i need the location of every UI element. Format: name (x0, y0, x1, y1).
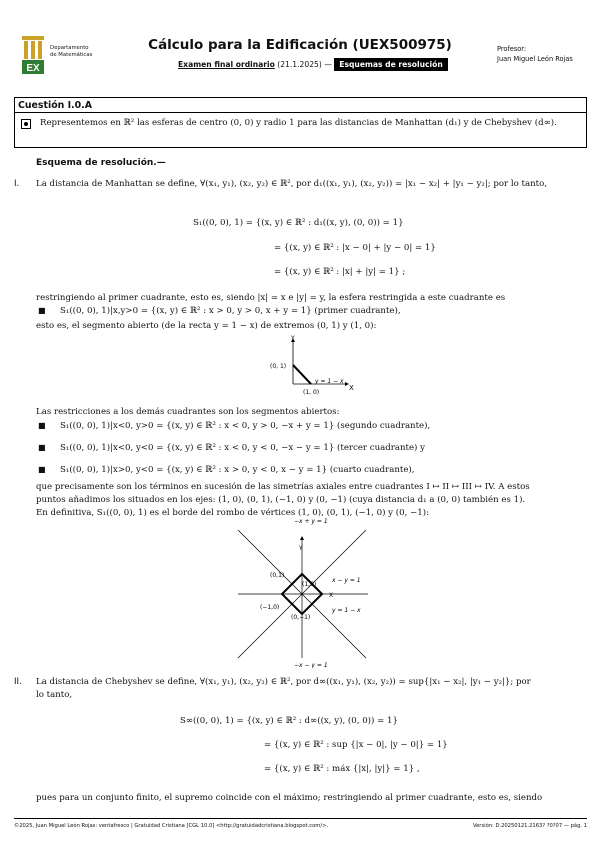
resolution-badge: Esquemas de resolución (334, 58, 448, 71)
logo-text: EX (26, 63, 40, 74)
cheb-equation-2: = {(x, y) ∈ ℝ² : sup {|x − 0|, |y − 0|} = 1} (264, 740, 448, 750)
fig2-point-0m1: (0,−1) (291, 614, 311, 621)
section-1-number: I. (14, 179, 20, 189)
footer (14, 818, 587, 829)
fig2-right-line-label-2: y = 1 − x (332, 607, 361, 614)
equation-1: S₁((0, 0), 1) = {(x, y) ∈ ℝ² : d₁((x, y), (0, 0)) = 1} (193, 218, 404, 228)
fourth-quadrant: S₁((0, 0), 1)|x>0, y<0 = {(x, y) ∈ ℝ² : x > 0, y < 0, x − y = 1} (cuarto cuadrante), (60, 465, 415, 475)
bullet-icon: ■ (38, 443, 46, 452)
fig2-y-label: Y (299, 545, 303, 552)
other-quadrants-intro: Las restricciones a los demás cuadrantes son los segmentos abiertos: (36, 407, 340, 417)
question-header: Cuestión I.0.A (14, 97, 587, 112)
segment-line (293, 365, 311, 384)
segment-figure (265, 334, 355, 400)
fig1-x-label: X (349, 384, 354, 392)
footer-copyright: ©2025, Juan Miguel León Rojas: ventafresco | Gratuidad Cristiana [CGL 10.0] <http://gratuidadcristiana.blogspot.com/>. (14, 823, 329, 829)
professor-name: Juan Miguel León Rojas (497, 55, 573, 63)
fig2-point-m10: (−1,0) (260, 604, 280, 611)
bullet-icon (21, 119, 31, 129)
fig2-bottom-label: −x − y = 1 (294, 662, 328, 668)
fig2-x-label: X (329, 592, 334, 599)
symmetry-line-1: que precisamente son los términos en sucesión de las simetrías axiales entre cuadrantes I ↦ II ↦ III ↦ IV. A estos (36, 482, 530, 492)
bullet-icon: ■ (38, 421, 46, 430)
manhattan-intro: La distancia de Manhattan se define, ∀(x₁, y₁), (x₂, y₂) ∈ ℝ², por d₁((x₁, y₁), (x₂, y₂)) = |x₁ − x₂| + |y₁ − y₂|; por lo tanto, (36, 179, 547, 189)
cheb-equation-3: = {(x, y) ∈ ℝ² : máx {|x|, |y|} = 1} , (264, 764, 420, 774)
chebyshev-intro-2: lo tanto, (36, 690, 73, 700)
section-2-number: II. (14, 677, 22, 687)
dept-line-2: de Matemáticas (50, 52, 93, 58)
conclusion-text: En definitiva, S₁((0, 0), 1) es el borde del rombo de vértices (1, 0), (0, 1), (−1, 0) y (0, −1): (36, 508, 429, 518)
restriction-text: restringiendo al primer cuadrante, esto es, siendo |x| = x e |y| = y, la esfera restringida a este cuadrante es (36, 293, 506, 303)
equation-3: = {(x, y) ∈ ℝ² : |x| + |y| = 1} ; (274, 267, 406, 277)
y-arrow-icon (300, 536, 304, 540)
scheme-title: Esquema de resolución.— (36, 158, 166, 168)
bullet-icon: ■ (38, 465, 46, 474)
footer-version: Versión: D.20250121.2163? ?0?07 — pág. 1 (472, 823, 587, 829)
fig2-point-10: (1,0) (302, 581, 317, 588)
rhombus-figure (228, 518, 378, 668)
bullet-icon: ■ (38, 306, 46, 315)
exam-type: Examen final ordinario (178, 60, 275, 69)
fig1-y-label: Y (291, 335, 295, 342)
first-quadrant: S₁((0, 0), 1)|x,y>0 = {(x, y) ∈ ℝ² : x > 0, y > 0, x + y = 1} (primer cuadrante), (60, 306, 401, 316)
supremum-text: pues para un conjunto finito, el supremo coincide con el máximo; restringiendo al primer cuadrante, esto es, siendo (36, 793, 543, 803)
fig1-point-10: (1, 0) (303, 389, 320, 396)
fig2-top-label: −x + y = 1 (294, 518, 328, 525)
fig1-line-label: y = 1 − x (315, 378, 344, 385)
equation-2: = {(x, y) ∈ ℝ² : |x − 0| + |y − 0| = 1} (274, 243, 436, 253)
cheb-equation-1: S∞((0, 0), 1) = {(x, y) ∈ ℝ² : d∞((x, y), (0, 0)) = 1} (180, 716, 398, 726)
segment-text: esto es, el segmento abierto (de la recta y = 1 − x) de extremos (0, 1) y (1, 0): (36, 321, 377, 331)
dept-line-1: Departamento (50, 45, 89, 51)
fig1-point-01: (0, 1) (270, 363, 287, 370)
symmetry-line-2: puntos añadimos los situados en los ejes: (1, 0), (0, 1), (−1, 0) y (0, −1) (cuya distancia d₁ a (0, 0) también es 1). (36, 495, 526, 505)
exam-date: (21.1.2025) — (277, 60, 332, 69)
third-quadrant: S₁((0, 0), 1)|x<0, y<0 = {(x, y) ∈ ℝ² : x < 0, y < 0, −x − y = 1} (tercer cuadrante) y (60, 443, 425, 453)
fig2-right-line-label-1: x − y = 1 (332, 577, 361, 584)
page-title: Cálculo para la Edificación (UEX500975) (148, 37, 452, 53)
question-text: Representemos en ℝ² las esferas de centro (0, 0) y radio 1 para las distancias de Manhattan (d₁) y de Chebyshev (d∞). (40, 118, 557, 128)
professor-block (497, 44, 573, 64)
second-quadrant: S₁((0, 0), 1)|x<0, y>0 = {(x, y) ∈ ℝ² : x < 0, y > 0, −x + y = 1} (segundo cuadrante), (60, 421, 431, 431)
exam-line (178, 60, 448, 69)
professor-label: Profesor: (497, 45, 527, 53)
fig2-point-01: (0,1) (270, 572, 285, 579)
chebyshev-intro-1: La distancia de Chebyshev se define, ∀(x₁, y₁), (x₂, y₂) ∈ ℝ², por d∞((x₁, y₁), (x₂, y₂)) = sup{|x₁ − x₂|, |y₁ − y₂|}; por (36, 677, 531, 687)
